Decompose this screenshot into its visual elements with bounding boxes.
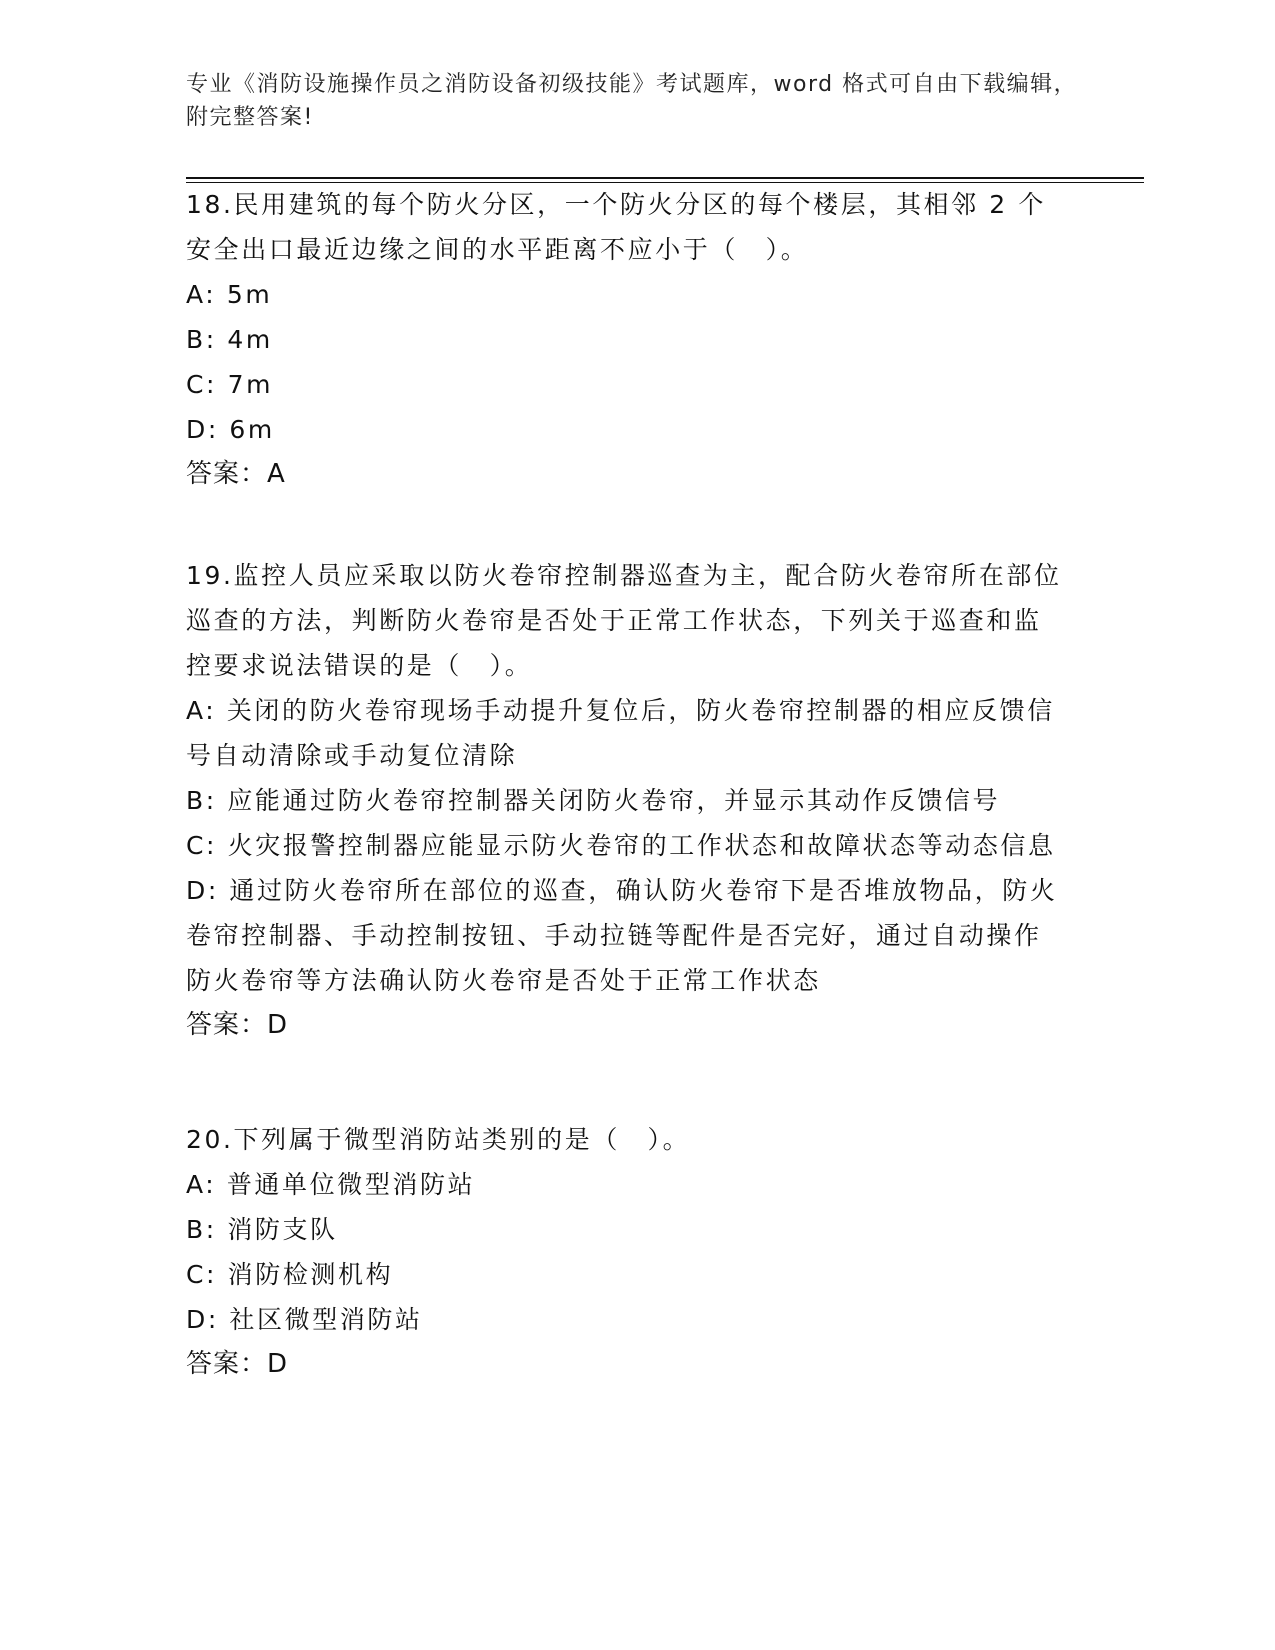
header-divider-thick bbox=[186, 177, 1144, 179]
option-b: B: 消防支队 bbox=[186, 1215, 338, 1244]
answer-label: 答案： bbox=[186, 1349, 268, 1379]
option-c: C: 7m bbox=[186, 370, 274, 399]
answer-line bbox=[186, 1342, 1066, 1387]
option-d: D: 通过防火卷帘所在部位的巡查，确认防火卷帘下是否堆放物品，防火卷帘控制器、手动控制按钮、手动拉链等配件是否完好，通过自动操作防火卷帘等方法确认防火卷帘是否处于正常工作状态 bbox=[186, 876, 1058, 995]
question-18 bbox=[186, 182, 1066, 497]
answer-value: D bbox=[267, 1349, 289, 1379]
answer-value: D bbox=[267, 1010, 289, 1040]
option-c: C: 火灾报警控制器应能显示防火卷帘的工作状态和故障状态等动态信息 bbox=[186, 831, 1056, 860]
answer-label: 答案： bbox=[186, 1010, 268, 1040]
answer-line bbox=[186, 452, 1066, 497]
answer-line bbox=[186, 1003, 1066, 1048]
option-d: D: 6m bbox=[186, 415, 275, 444]
document-header bbox=[186, 68, 1086, 134]
question-20 bbox=[186, 1117, 1066, 1387]
header-text: 专业《消防设施操作员之消防设备初级技能》考试题库，word 格式可自由下载编辑，附完整答案! bbox=[186, 72, 1078, 130]
option-a: A: 普通单位微型消防站 bbox=[186, 1170, 476, 1199]
question-stem: 19.监控人员应采取以防火卷帘控制器巡查为主，配合防火卷帘所在部位巡查的方法，判断防火卷帘是否处于正常工作状态，下列关于巡查和监控要求说法错误的是（ ）。 bbox=[186, 561, 1062, 680]
question-19 bbox=[186, 553, 1066, 1048]
option-a: A: 关闭的防火卷帘现场手动提升复位后，防火卷帘控制器的相应反馈信号自动清除或手动复位清除 bbox=[186, 696, 1055, 770]
answer-label: 答案： bbox=[186, 459, 268, 489]
option-b: B: 4m bbox=[186, 325, 273, 354]
answer-value: A bbox=[267, 459, 286, 489]
question-stem: 18.民用建筑的每个防火分区，一个防火分区的每个楼层，其相邻 2 个安全出口最近边缘之间的水平距离不应小于（ ）。 bbox=[186, 190, 1046, 264]
question-stem: 20.下列属于微型消防站类别的是（ ）。 bbox=[186, 1125, 691, 1154]
option-d: D: 社区微型消防站 bbox=[186, 1305, 423, 1334]
option-a: A: 5m bbox=[186, 280, 273, 309]
option-b: B: 应能通过防火卷帘控制器关闭防火卷帘，并显示其动作反馈信号 bbox=[186, 786, 1001, 815]
option-c: C: 消防检测机构 bbox=[186, 1260, 394, 1289]
